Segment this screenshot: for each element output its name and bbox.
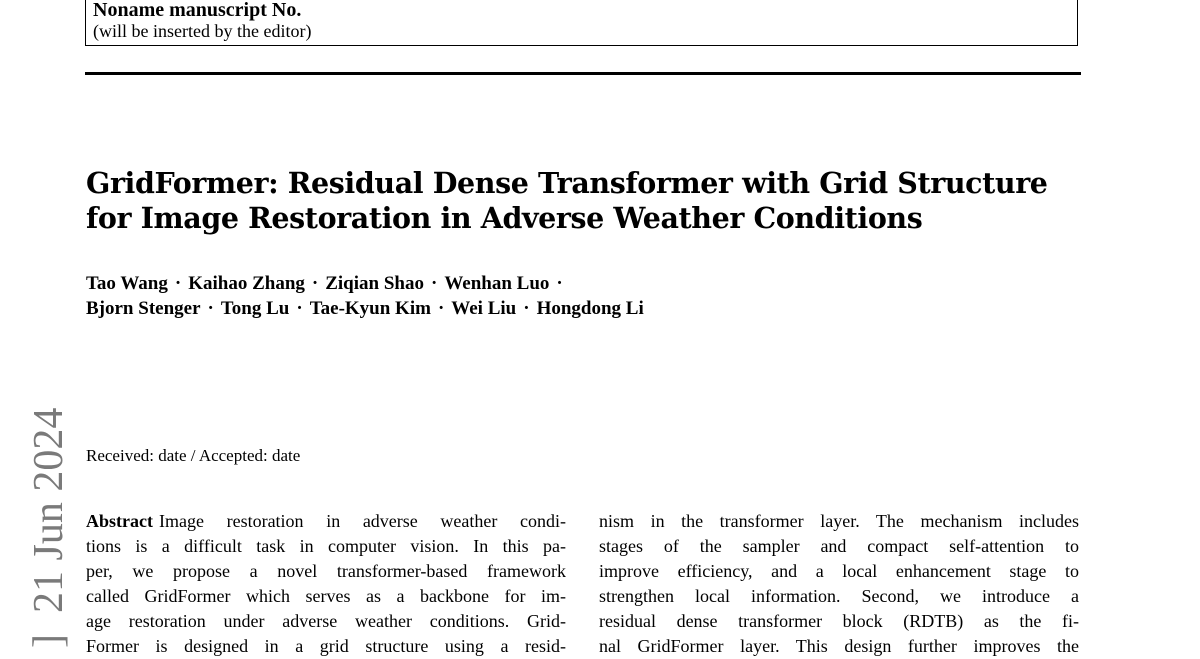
- paper-title: [86, 166, 1096, 236]
- abstract-line: age restoration under adverse weather conditions. Grid-: [86, 611, 566, 631]
- abstract-line: improve efficiency, and a local enhancement stage to: [599, 561, 1079, 581]
- abstract-line: tions is a difficult task in computer vision. In this pa-: [86, 536, 566, 556]
- author-list: [86, 271, 644, 321]
- abstract-line-text: Image restoration in adverse weather condi-: [158, 511, 566, 531]
- author-separator: ·: [437, 298, 445, 319]
- author-line-2: [86, 296, 644, 321]
- manuscript-header-box: [85, 0, 1078, 46]
- author: Ziqian Shao: [325, 273, 424, 294]
- author-separator: ·: [556, 273, 563, 294]
- abstract-line: called GridFormer which serves as a backbone for im-: [86, 586, 566, 606]
- editor-note: (will be inserted by the editor): [93, 21, 312, 41]
- author: Kaihao Zhang: [188, 273, 305, 294]
- abstract-line: residual dense transformer block (RDTB) as the fi-: [599, 611, 1079, 631]
- abstract-line: nal GridFormer layer. This design further improves the: [599, 636, 1079, 656]
- author: Wenhan Luo: [444, 273, 550, 294]
- author-separator: ·: [430, 273, 438, 294]
- author-line-1: [86, 271, 644, 296]
- author: Hongdong Li: [536, 298, 644, 319]
- arxiv-stamp-date: 21 Jun 2024: [26, 407, 72, 613]
- abstract-column-left: [86, 509, 566, 659]
- author-separator: ·: [523, 298, 530, 319]
- author-separator: ·: [207, 298, 214, 319]
- author-separator: ·: [296, 298, 303, 319]
- author: Tae-Kyun Kim: [309, 298, 431, 319]
- abstract-line: nism in the transformer layer. The mechanism includes: [599, 511, 1079, 531]
- manuscript-number-label: Noname manuscript No.: [93, 0, 302, 21]
- author: Bjorn Stenger: [86, 298, 201, 319]
- abstract-line: stages of the sampler and compact self-attention to: [599, 536, 1079, 556]
- received-accepted-line: Received: date / Accepted: date: [86, 446, 301, 465]
- author: Wei Liu: [451, 298, 517, 319]
- header-rule: [85, 72, 1081, 75]
- arxiv-stamp-prefix: ]: [26, 634, 72, 648]
- paper-title-line-2: for Image Restoration in Adverse Weather Conditions: [86, 201, 923, 235]
- abstract-line: [86, 509, 566, 534]
- abstract-line: per, we propose a novel transformer-based framework: [86, 561, 566, 581]
- arxiv-side-stamp: [28, 408, 70, 648]
- author: Tong Lu: [220, 298, 290, 319]
- author-separator: ·: [311, 273, 319, 294]
- abstract-column-right: [599, 509, 1079, 659]
- abstract-heading: Abstract: [86, 511, 153, 531]
- author: Tao Wang: [86, 273, 168, 294]
- abstract-line: Former is designed in a grid structure using a resid-: [86, 636, 566, 656]
- author-separator: ·: [174, 273, 182, 294]
- paper-title-line-1: GridFormer: Residual Dense Transformer with Grid Structure: [86, 166, 1048, 200]
- abstract-line: strengthen local information. Second, we introduce a: [599, 586, 1079, 606]
